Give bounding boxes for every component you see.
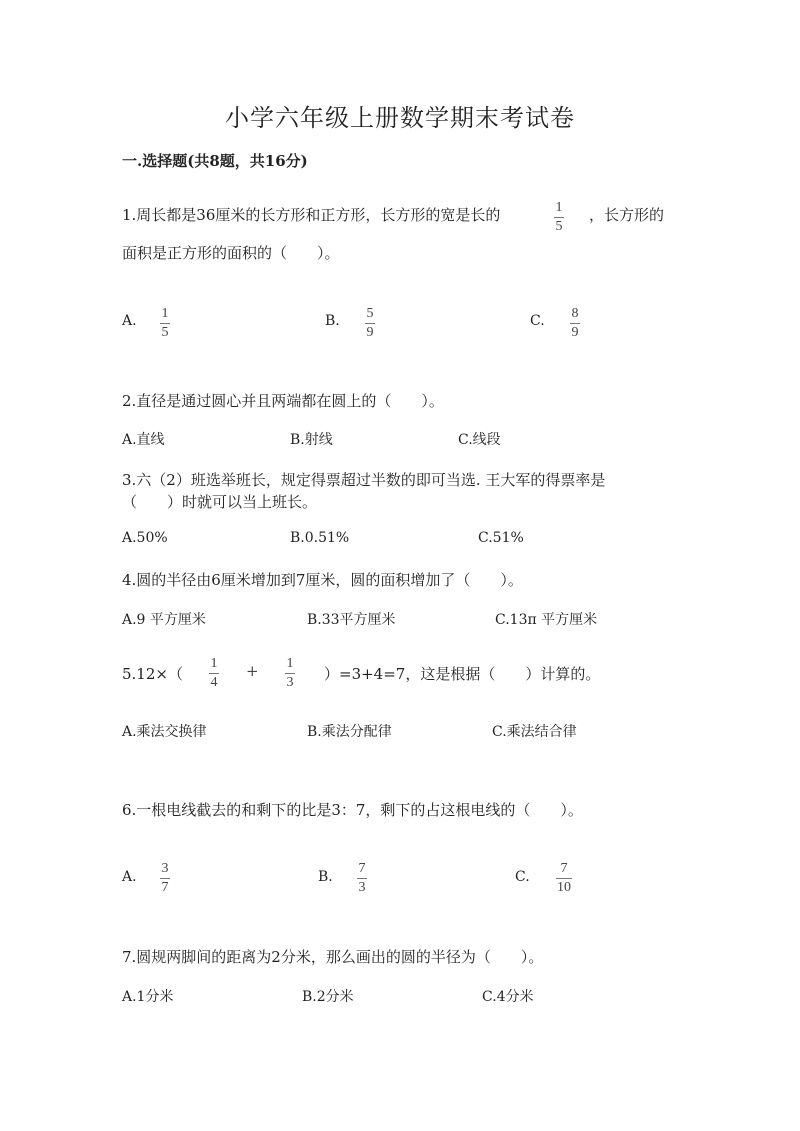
q1-option-c-label: C.: [530, 313, 545, 329]
q6-option-c-fraction: [556, 862, 572, 895]
fraction-denominator: 5: [555, 219, 563, 234]
q6-option-a-label: A.: [122, 869, 137, 885]
q1-option-c-fraction: [570, 307, 580, 340]
q6-option-c-label: C.: [515, 869, 530, 885]
q6-option-b-label: B.: [318, 869, 333, 885]
fraction-numerator: 5: [366, 306, 374, 321]
q3-option-c: C.51%: [478, 530, 524, 546]
q2-option-a: A.直线: [122, 432, 165, 448]
q6-option-b-fraction: [357, 862, 367, 895]
q1-option-b-fraction: [365, 307, 375, 340]
fraction-numerator: 1: [286, 656, 294, 671]
q5-text-suffix: ）=3+4=7，这是根据（ ）计算的。: [324, 665, 601, 683]
q7-text: 7.圆规两脚间的距离为2分米，那么画出的圆的半径为（ ）。: [122, 948, 544, 966]
fraction-denominator: 9: [571, 325, 579, 340]
q4-text: 4.圆的半径由6厘米增加到7厘米，圆的面积增加了（ ）。: [122, 571, 523, 589]
q3-option-b: B.0.51%: [290, 530, 350, 546]
fraction-numerator: 7: [560, 861, 568, 876]
q7-option-c: C.4分米: [482, 989, 534, 1005]
q5-option-b: B.乘法分配律: [307, 724, 392, 740]
fraction-denominator: 5: [161, 325, 169, 340]
fraction-denominator: 4: [210, 675, 218, 690]
fraction-numerator: 1: [555, 200, 563, 215]
fraction-denominator: 9: [366, 325, 374, 340]
q1-text-line1-end: ，长方形的: [589, 206, 665, 224]
q5-fraction-2: [285, 657, 295, 690]
q7-option-a: A.1分米: [122, 989, 174, 1005]
q5-option-a: A.乘法交换律: [122, 724, 207, 740]
q3-text-line2: （ ）时就可以当上班长。: [122, 493, 318, 511]
q2-option-c: C.线段: [458, 432, 501, 448]
q1-inline-fraction: [554, 201, 564, 234]
q4-option-c: C.13π 平方厘米: [495, 612, 598, 628]
q7-option-b: B.2分米: [302, 989, 354, 1005]
q6-option-a-fraction: [160, 862, 170, 895]
q2-text: 2.直径是通过圆心并且两端都在圆上的（ ）。: [122, 392, 444, 410]
fraction-denominator: 3: [358, 880, 366, 895]
fraction-numerator: 8: [571, 306, 579, 321]
q4-option-a: A.9 平方厘米: [122, 612, 206, 628]
q1-text-line2: 面积是正方形的面积的（ ）。: [122, 244, 340, 262]
q1-text-line1: 1.周长都是36厘米的长方形和正方形，长方形的宽是长的: [122, 206, 501, 224]
q5-plus-sign: +: [246, 662, 259, 680]
q5-fraction-1: [209, 657, 219, 690]
fraction-numerator: 3: [161, 861, 169, 876]
q3-text-line1: 3.六（2）班选举班长，规定得票超过半数的即可当选. 王大军的得票率是: [122, 471, 606, 489]
q5-text-prefix: 5.12×（: [122, 665, 183, 683]
q2-option-b: B.射线: [290, 432, 333, 448]
fraction-numerator: 1: [210, 656, 218, 671]
q1-option-a-fraction: [160, 307, 170, 340]
fraction-denominator: 10: [557, 880, 571, 895]
q1-option-b-label: B.: [325, 313, 340, 329]
fraction-denominator: 7: [161, 880, 169, 895]
q6-text: 6.一根电线截去的和剩下的比是3：7，剩下的占这根电线的（ ）。: [122, 801, 583, 819]
q4-option-b: B.33平方厘米: [307, 612, 396, 628]
fraction-numerator: 7: [358, 861, 366, 876]
q1-option-a-label: A.: [122, 313, 137, 329]
fraction-numerator: 1: [161, 306, 169, 321]
q3-option-a: A.50%: [122, 530, 168, 546]
q5-option-c: C.乘法结合律: [492, 724, 577, 740]
fraction-denominator: 3: [286, 675, 294, 690]
page-title: 小学六年级上册数学期末考试卷: [225, 104, 575, 132]
section-heading: 一.选择题(共8题，共16分): [122, 152, 308, 170]
